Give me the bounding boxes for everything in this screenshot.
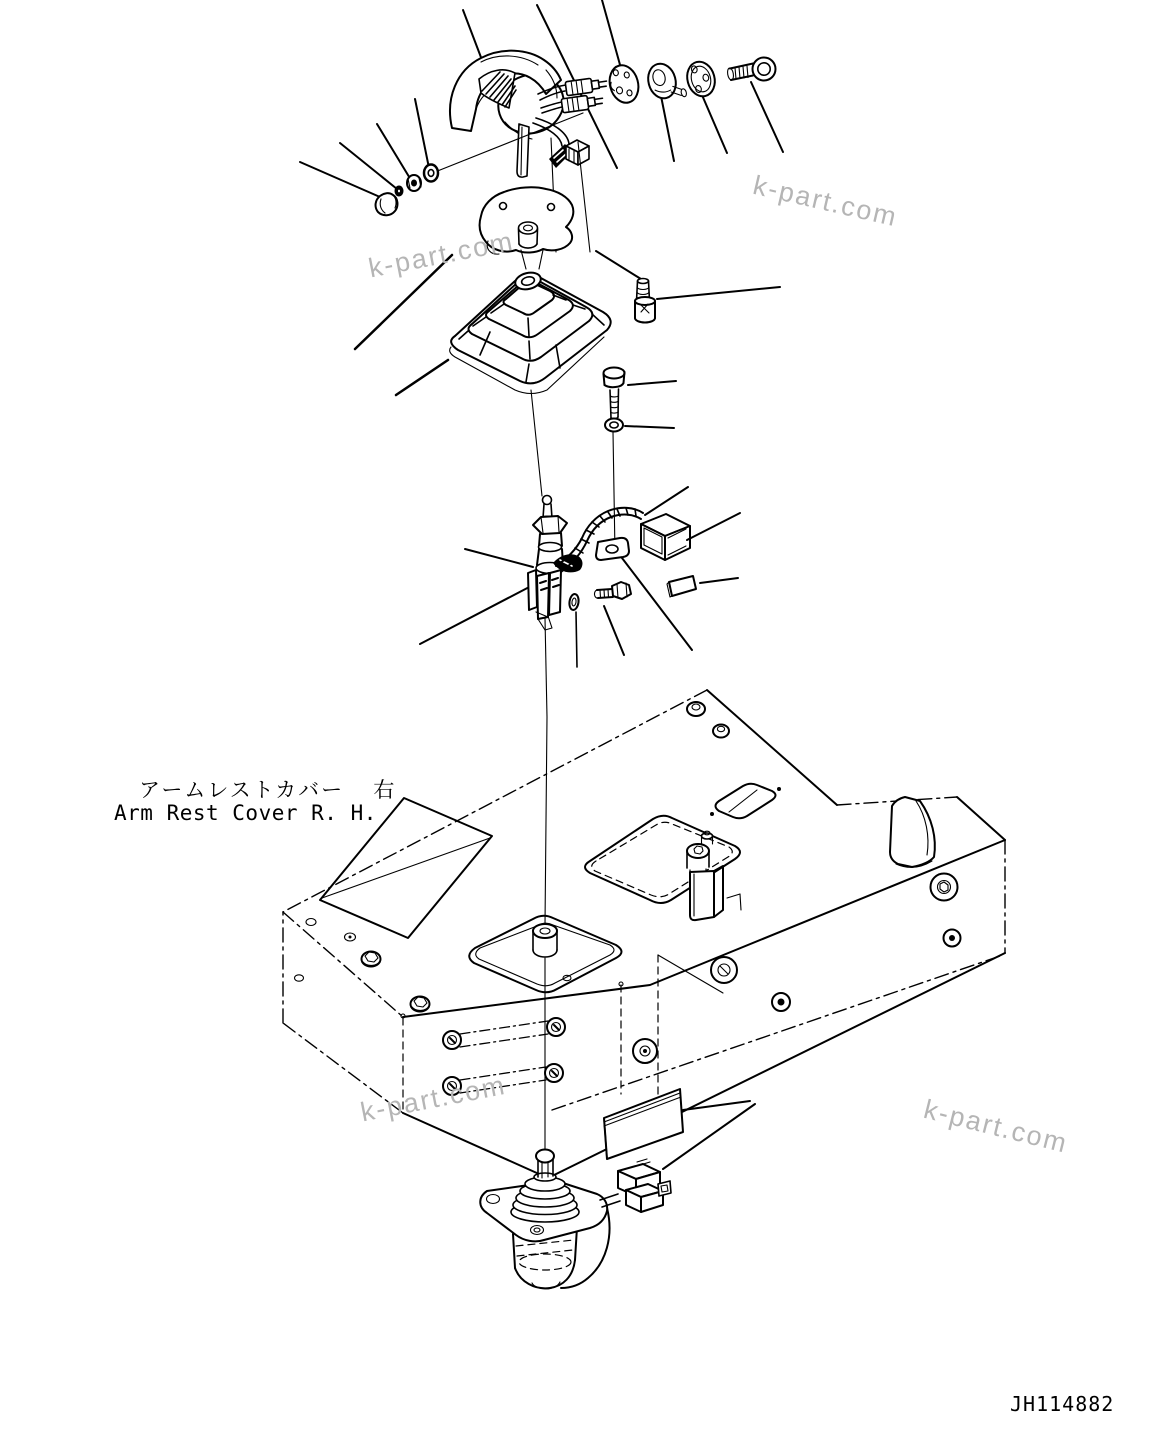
drawing-number: JH114882	[1010, 1392, 1115, 1416]
switch-valve-assembly	[420, 487, 740, 1150]
watermark: k-part.com	[366, 225, 517, 284]
rubber-boot	[396, 270, 611, 496]
watermark: k-part.com	[358, 1069, 509, 1128]
inline-connector-block	[566, 140, 589, 165]
socket-head-bolt	[727, 58, 776, 81]
cover-slot-small	[710, 784, 781, 819]
clamp-bolt	[594, 582, 631, 599]
clamp-washer	[568, 593, 579, 610]
washer	[424, 165, 438, 182]
motor-plunger	[536, 1150, 554, 1163]
terminal-box	[667, 576, 696, 597]
flat-washer	[605, 419, 623, 432]
part-name-english: Arm Rest Cover R. H.	[114, 801, 377, 825]
cover-oval-cutout-right	[585, 816, 741, 920]
cover-nuts	[295, 702, 730, 1012]
disc-plate-2	[644, 59, 687, 105]
nut	[407, 175, 421, 191]
wiring-connector-block	[641, 514, 690, 560]
connector-discs	[606, 58, 776, 106]
cover-face-holes	[633, 874, 961, 1064]
watermark: k-part.com	[750, 170, 901, 233]
watermark: k-part.com	[920, 1094, 1072, 1159]
cover-end-fin	[890, 797, 935, 867]
boot-screw	[596, 251, 780, 323]
part-name-japanese: アームレストカバー 右	[139, 778, 397, 802]
disc-plate-1	[606, 62, 643, 106]
cable-eyelet-tab	[596, 538, 629, 560]
motor-connector	[600, 1159, 671, 1212]
disc-plate-3	[683, 59, 718, 100]
